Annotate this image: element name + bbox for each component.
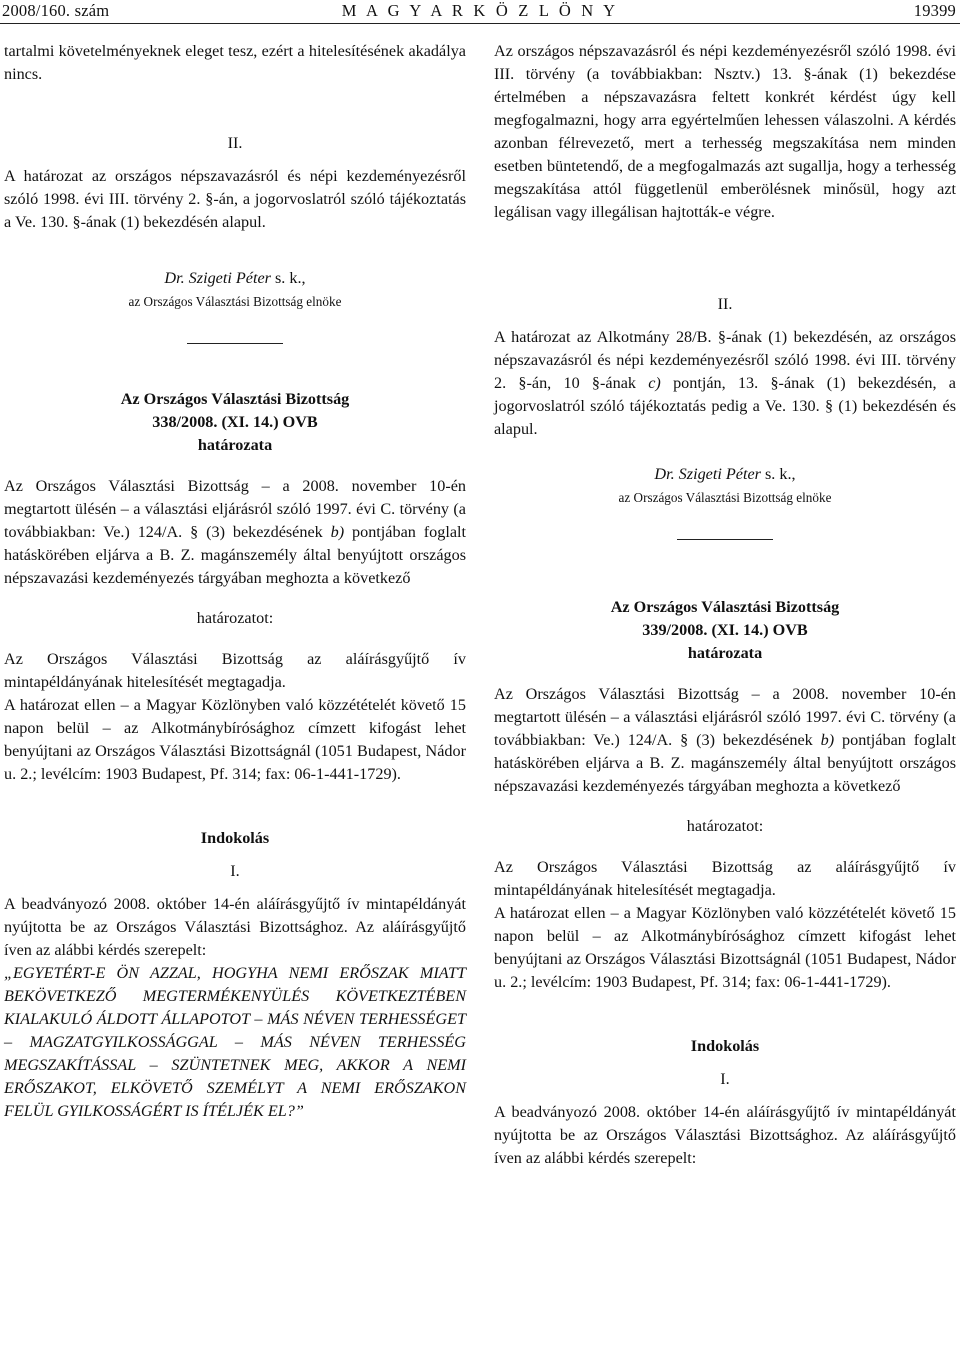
right-decision-intro-text-a: Az Országos Választási Bizottság – a 2008. november 10-én megtartott ülésén – a választási eljárásról szóló 1997. évi C. törvény (a továbbiakban: Ve.) 124/A. § (3) bekezdésének bbox=[494, 685, 956, 749]
signature-name-title: Dr. Szigeti Péter bbox=[164, 269, 271, 287]
decision-intro-point: b) bbox=[330, 523, 345, 541]
decision-intro-text-c: pontjában foglalt hatáskörében eljárva a B. Z. magánszemély által benyújtott országos népszavazási kezdeményezés tárgyában meghozta a következő bbox=[4, 523, 466, 587]
right-section-heading-ii: II. bbox=[717, 295, 733, 313]
referendum-question: „EGYETÉRT-E ÖN AZZAL, HOGYHA NEMI ERŐSZAK MIATT BEKÖVETKEZŐ MEGTERMÉKENYÜLÉS KÖVETKEZTÉBEN KIALAKULÓ ÁLDOTT ÁLLAPOTOT – MÁS NÉVEN TERHESSÉGET – MAGZATGYILKOSSÁGGAL – MÁS NÉVEN TERHESSÉG MEGSZAKÍTÁSSAL – SZÜNTETNEK MEG, AKKOR A NEMI ERŐSZAKOT, ELKÖVETŐ SZEMÉLYT A NEMI ERŐSZAKON FELÜL GYILKOSSÁGÉRT IS ÍTÉLJÉK EL?” bbox=[4, 964, 466, 1120]
decision-text-2: A határozat ellen – a Magyar Közlönyben való közzétételét követő 15 napon belül – az Alkotmánybírósághoz címzett kifogást lehet benyújtani az Országos Választási Bizottságnál (1051 Budapest, Nádor u. 2.; levélcím: 1903 Budapest, Pf. 314; fax: 06-1-441-1729). bbox=[4, 696, 466, 783]
right-paragraph-ii-point: c) bbox=[648, 374, 661, 392]
page-header bbox=[0, 0, 960, 24]
right-paragraph-ii-text-c: pontján, 13. §-ának (1) bekezdésén, a jogorvoslatról szóló tájékoztatás pedig a Ve. 130. § (1) bekezdésén és alapul. bbox=[494, 374, 956, 438]
signature-name-suffix: s. k., bbox=[270, 269, 306, 287]
header-rule bbox=[0, 23, 960, 24]
right-decision-title-line3: határozata bbox=[687, 644, 763, 662]
right-signature-name-suffix: s. k., bbox=[760, 465, 796, 483]
decision-title-line1: Az Országos Választási Bizottság bbox=[120, 390, 350, 408]
right-decision-title-line1: Az Országos Választási Bizottság bbox=[610, 598, 840, 616]
resolution-label: határozatot: bbox=[196, 609, 274, 627]
right-decision-intro-point: b) bbox=[820, 731, 835, 749]
right-decision-title-line2: 339/2008. (XI. 14.) OVB bbox=[642, 621, 808, 639]
left-column bbox=[4, 40, 466, 1123]
right-signature-name bbox=[494, 463, 956, 486]
right-resolution-label: határozatot: bbox=[686, 817, 764, 835]
right-paragraph-1: Az országos népszavazásról és népi kezdeményezésről szóló 1998. évi III. törvény (a továbbiakban: Nsztv.) 13. §-ának (1) bekezdése értelmében a népszavazásra feltett konkrét kérdést úgy kell megfogalmazni, hogy arra egyértelműen lehessen válaszolni. A kérdés azonban félrevezető, mert a terhesség megszakítása nem minden esetben büntetendő, de a megfogalmazás azt sugallja, hogy a terhesség megszakítása attól függetlenül emberölésnek minősül, hogy azt legálisan vagy illegálisan hajtották-e végre. bbox=[494, 42, 956, 221]
right-paragraph-i: A beadványozó 2008. október 14-én aláírásgyűjtő ív mintapéldányát nyújtotta be az Országos Választási Bizottsághoz. Az aláírásgyűjtő íven az alábbi kérdés szerepelt: bbox=[494, 1103, 956, 1167]
journal-title: M A G Y A R K Ö Z L Ö N Y bbox=[341, 1, 619, 20]
intro-paragraph: tartalmi követelményeknek eleget tesz, ezért a hitelesítésének akadálya nincs. bbox=[4, 42, 466, 83]
right-signature-name-title: Dr. Szigeti Péter bbox=[654, 465, 761, 483]
right-decision-text-1: Az Országos Választási Bizottság az aláírásgyűjtő ív mintapéldányának hitelesítését megtagadja. bbox=[494, 858, 956, 899]
decision-intro bbox=[4, 475, 466, 590]
reasoning-heading: Indokolás bbox=[200, 829, 270, 847]
section-heading-i: I. bbox=[230, 862, 240, 880]
issue-number: 2008/160. szám bbox=[2, 1, 110, 20]
decision-title-line2: 338/2008. (XI. 14.) OVB bbox=[152, 413, 318, 431]
right-decision-text-2: A határozat ellen – a Magyar Közlönyben való közzétételét követő 15 napon belül – az Alkotmánybírósághoz címzett kifogást lehet benyújtani az Országos Választási Bizottságnál (1051 Budapest, Nádor u. 2.; levélcím: 1903 Budapest, Pf. 314; fax: 06-1-441-1729). bbox=[494, 904, 956, 991]
right-signature-role: az Országos Választási Bizottság elnöke bbox=[618, 490, 832, 505]
right-paragraph-ii bbox=[494, 326, 956, 441]
decision-intro-text-a: Az Országos Választási Bizottság – a 2008. november 10-én megtartott ülésén – a választási eljárásról szóló 1997. évi C. törvény (a továbbiakban: Ve.) 124/A. § (3) bekezdésének bbox=[4, 477, 466, 541]
paragraph-ii: A határozat az országos népszavazásról és népi kezdeményezésről szóló 1998. évi III. törvény 2. §-án, a jogorvoslatról szóló tájékoztatás a Ve. 130. §-ának (1) bekezdésén alapul. bbox=[4, 167, 466, 231]
right-decision-intro-text-c: pontjában foglalt hatáskörében eljárva a B. Z. magánszemély által benyújtott országos népszavazási kezdeményezés tárgyában meghozta a következő bbox=[494, 731, 956, 795]
decision-title-line3: határozata bbox=[197, 436, 273, 454]
right-section-heading-i: I. bbox=[720, 1070, 730, 1088]
right-paragraph-ii-text-a: A határozat az Alkotmány 28/B. §-ának (1) bekezdésén, az országos népszavazásról és népi kezdeményezésről szóló 1998. évi III. törvény 2. §-án, 10 §-ának bbox=[494, 328, 956, 392]
right-decision-intro bbox=[494, 683, 956, 798]
signature-role: az Országos Választási Bizottság elnöke bbox=[128, 294, 342, 309]
paragraph-i: A beadványozó 2008. október 14-én aláírásgyűjtő ív mintapéldányát nyújtotta be az Országos Választási Bizottsághoz. Az aláírásgyűjtő íven az alábbi kérdés szerepelt: bbox=[4, 895, 466, 959]
section-heading-ii: II. bbox=[227, 134, 243, 152]
signature-name bbox=[4, 267, 466, 290]
right-reasoning-heading: Indokolás bbox=[690, 1037, 760, 1055]
right-column bbox=[494, 40, 956, 1170]
page-number: 19399 bbox=[913, 1, 956, 20]
decision-text-1: Az Országos Választási Bizottság az aláírásgyűjtő ív mintapéldányának hitelesítését megtagadja. bbox=[4, 650, 466, 691]
